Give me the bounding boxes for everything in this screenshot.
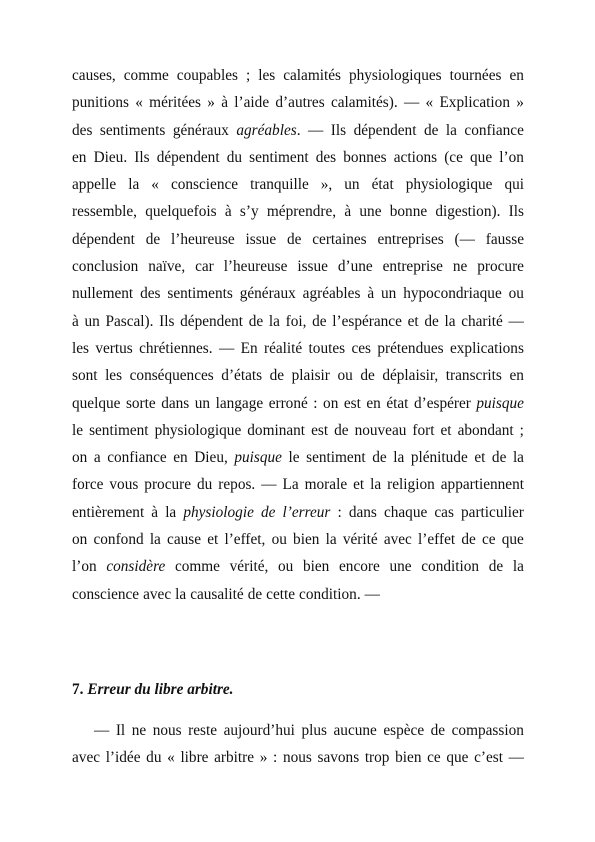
word: sentiment	[306, 449, 366, 467]
text-line	[72, 171, 524, 198]
word: nouveau	[354, 421, 407, 439]
word: physiologie	[183, 503, 254, 521]
word: chrétiennes.	[139, 339, 213, 357]
word: vérité	[342, 531, 378, 549]
word: ou	[337, 367, 353, 385]
word: l’heureuse	[223, 258, 288, 276]
word: ;	[245, 67, 251, 84]
word: conscience	[72, 585, 140, 603]
word: «	[167, 749, 175, 767]
word: confiance	[464, 121, 524, 139]
text-line	[72, 62, 524, 89]
word: plénitude	[410, 449, 468, 467]
word: est	[311, 421, 329, 439]
word: bien	[395, 749, 422, 767]
word: un	[84, 312, 100, 330]
word: des	[72, 121, 93, 139]
word: comme	[123, 67, 169, 84]
word: puisque	[234, 449, 282, 467]
word: comme	[174, 558, 220, 576]
word: vous	[109, 476, 139, 494]
word: prétendues	[377, 339, 444, 357]
word: :	[337, 503, 342, 521]
word: d’états	[221, 367, 263, 385]
word: s’y	[239, 203, 259, 221]
word: l’aide	[234, 94, 270, 112]
word: Ils	[134, 148, 150, 166]
word: Pascal).	[105, 312, 154, 330]
word: agréables	[302, 285, 361, 303]
word: entreprises	[377, 230, 444, 248]
section-heading	[72, 676, 234, 703]
word: sont	[72, 367, 98, 385]
word: certaines	[312, 230, 367, 248]
word: état	[386, 394, 409, 412]
word: Il	[115, 722, 126, 739]
word: à	[224, 203, 232, 221]
word: (—	[454, 230, 475, 248]
word: en	[509, 67, 524, 84]
word: de	[424, 312, 439, 330]
word: du	[146, 749, 162, 767]
word: aujourd’hui	[223, 722, 295, 739]
text-line	[72, 308, 524, 335]
word: l’heureuse	[170, 230, 235, 248]
word: bonnes	[343, 148, 387, 166]
word: —	[261, 476, 277, 494]
text-line	[72, 417, 524, 444]
word: qui	[504, 176, 524, 194]
word: car	[195, 258, 214, 276]
word: dominant	[247, 421, 306, 439]
word: déplaisir,	[382, 367, 439, 385]
word: en	[509, 367, 524, 385]
word: confond	[93, 531, 144, 549]
paragraph-1	[72, 62, 524, 608]
word: conséquences	[129, 367, 214, 385]
word: reste	[188, 722, 218, 739]
text-line	[72, 144, 524, 171]
word: charité	[461, 312, 503, 330]
word: calamités).	[330, 94, 398, 112]
word: une	[359, 203, 382, 221]
word: avec	[72, 749, 101, 767]
word: la	[370, 476, 382, 494]
word: de	[312, 312, 327, 330]
word: entreprise	[382, 258, 443, 276]
word: force	[72, 476, 104, 494]
word: encore	[339, 558, 380, 576]
word: que	[470, 148, 493, 166]
word: actions	[393, 148, 438, 166]
word: et	[474, 449, 486, 467]
word: punitions	[72, 94, 129, 112]
word: toutes	[308, 339, 346, 357]
word: tranquille	[250, 176, 309, 194]
word: sorte	[125, 394, 156, 412]
word: cause	[167, 531, 202, 549]
word: foi,	[285, 312, 307, 330]
word: a	[93, 449, 101, 467]
word: l’espérance	[332, 312, 402, 330]
word: d’une	[337, 258, 373, 276]
word: espèce	[383, 722, 425, 739]
word: cas	[434, 503, 454, 521]
word: agréables.	[236, 121, 301, 139]
word: de	[286, 230, 302, 248]
text-line	[72, 499, 524, 526]
word: de	[372, 449, 387, 467]
word: —	[364, 585, 380, 603]
word: causes,	[72, 67, 116, 84]
word: à	[344, 203, 352, 221]
word: vertus	[95, 339, 133, 357]
word: Ils	[508, 203, 524, 221]
word: nullement	[72, 285, 134, 303]
word: condition.	[299, 585, 361, 603]
word: langage	[215, 394, 264, 412]
word: Ils	[159, 312, 175, 330]
word: puisque	[476, 394, 524, 412]
word: —	[94, 722, 110, 739]
word: bien	[293, 531, 320, 549]
word: coupables	[176, 67, 238, 84]
word: les	[258, 67, 276, 84]
word: «	[425, 94, 434, 112]
word: est	[343, 394, 361, 412]
word: de	[488, 558, 504, 576]
word: plaisir	[291, 367, 330, 385]
text-line	[72, 253, 524, 280]
word: erroné	[268, 394, 308, 412]
word: »,	[320, 176, 333, 194]
word: compassion	[451, 722, 524, 739]
word: quelque	[72, 394, 121, 412]
word: En	[240, 339, 258, 357]
word: la	[393, 449, 405, 467]
word: dépendent	[72, 230, 135, 248]
word: la	[445, 121, 457, 139]
word: nous	[152, 722, 182, 739]
word: un	[381, 285, 397, 303]
word: appelle	[72, 176, 117, 194]
word: tournées	[449, 67, 502, 84]
text-line	[72, 117, 524, 144]
word: de	[461, 531, 476, 549]
word: sentiment	[249, 148, 309, 166]
word: d’autres	[275, 94, 325, 112]
word: dans	[161, 394, 190, 412]
word: :	[273, 749, 278, 767]
word: de	[260, 503, 276, 521]
word: Explication	[439, 94, 510, 112]
word: à	[72, 312, 79, 330]
word: arbitre	[214, 749, 255, 767]
word: calamités	[283, 67, 341, 84]
word: conclusion	[72, 258, 139, 276]
word: appartiennent	[440, 476, 524, 494]
word: en	[366, 394, 381, 412]
word: confiance	[107, 449, 167, 467]
word: de	[491, 449, 507, 467]
word: avec	[383, 531, 412, 549]
word: :	[313, 394, 318, 412]
word: l’effet,	[224, 531, 266, 549]
word: du	[197, 476, 213, 494]
word: transcrits	[445, 367, 502, 385]
word: et	[440, 421, 452, 439]
word: »	[207, 94, 215, 112]
word: naïve,	[148, 258, 186, 276]
text-line	[72, 198, 524, 225]
word: »	[259, 749, 268, 767]
word: de	[334, 421, 349, 439]
word: on	[323, 394, 339, 412]
word: à	[221, 94, 229, 112]
word: de	[360, 367, 375, 385]
word: plus	[301, 722, 327, 739]
text-line	[72, 744, 524, 771]
word: »	[516, 94, 524, 112]
word: condition	[421, 558, 480, 576]
word: ce	[481, 531, 496, 549]
text-line	[72, 390, 524, 417]
word: causalité	[190, 585, 244, 603]
word: —	[308, 121, 324, 139]
word: les	[105, 367, 123, 385]
section-number: 7.	[72, 681, 84, 698]
text-line	[72, 362, 524, 389]
word: le	[288, 449, 300, 467]
word: dans	[348, 503, 377, 521]
word: abondant	[457, 421, 514, 439]
word: du	[226, 148, 242, 166]
word: la	[512, 558, 524, 576]
word: de	[247, 585, 263, 603]
word: nous	[282, 749, 312, 767]
word: aucune	[333, 722, 377, 739]
word: ne	[131, 722, 147, 739]
text-line	[72, 89, 524, 116]
word: procure	[144, 476, 192, 494]
word: en	[72, 148, 87, 166]
word: fort	[412, 421, 435, 439]
section-title: Erreur du libre arbitre.	[87, 681, 234, 698]
word: bonne	[389, 203, 428, 221]
word: on	[72, 531, 88, 549]
word: —	[218, 339, 235, 357]
text-line	[72, 226, 524, 253]
word: des	[140, 285, 161, 303]
word: sentiment	[89, 421, 149, 439]
word: ce	[427, 749, 441, 767]
word: «	[135, 94, 143, 112]
word: en	[173, 449, 188, 467]
word: savons	[317, 749, 360, 767]
text-line	[72, 553, 524, 580]
word: et	[207, 531, 219, 549]
word: la	[175, 585, 187, 603]
word: ou	[278, 558, 294, 576]
word: repos.	[218, 476, 256, 494]
word: La	[282, 476, 299, 494]
word: que	[446, 749, 469, 767]
word: à	[151, 503, 159, 521]
word: que	[501, 531, 524, 549]
word: digestion).	[435, 203, 501, 221]
word: le	[72, 421, 84, 439]
text-line	[72, 335, 524, 362]
word: entièrement	[72, 503, 145, 521]
word: considère	[106, 558, 166, 576]
word: la	[128, 176, 140, 194]
word: issue	[245, 230, 277, 248]
word: un	[194, 394, 211, 412]
word: «	[151, 176, 159, 194]
word: ou	[508, 285, 524, 303]
word: religion	[387, 476, 435, 494]
word: de	[145, 230, 161, 248]
word: dépendent	[353, 121, 417, 139]
word: on	[72, 449, 88, 467]
word: l’on	[499, 148, 524, 166]
word: conscience	[170, 176, 239, 194]
word: un	[344, 176, 360, 194]
text-line	[72, 444, 524, 471]
word: issue	[297, 258, 328, 276]
word: particulier	[461, 503, 524, 521]
word: physiologiques	[348, 67, 442, 84]
word: morale	[304, 476, 348, 494]
word: hypocondriaque	[403, 285, 502, 303]
word: dépendent	[180, 312, 244, 330]
word: ces	[351, 339, 371, 357]
word: —	[403, 94, 420, 112]
word: Dieu,	[194, 449, 228, 467]
word: et	[407, 312, 419, 330]
word: généraux	[172, 121, 229, 139]
word: sentiments	[167, 285, 233, 303]
word: de	[423, 121, 439, 139]
word: libre	[180, 749, 209, 767]
word: réalité	[263, 339, 303, 357]
word: de	[248, 312, 264, 330]
word: généraux	[239, 285, 296, 303]
word: et	[353, 476, 365, 494]
word: état	[371, 176, 394, 194]
word: vérité,	[229, 558, 269, 576]
text-line	[72, 581, 524, 608]
word: chaque	[383, 503, 428, 521]
word: à	[367, 285, 375, 303]
word: dépendent	[156, 148, 220, 166]
word: fausse	[485, 230, 524, 248]
word: c’est	[474, 749, 504, 767]
word: de	[269, 367, 285, 385]
word: bien	[302, 558, 330, 576]
word: cette	[266, 585, 296, 603]
word: de	[430, 722, 446, 739]
text-line	[72, 526, 524, 553]
word: procure	[477, 258, 524, 276]
word: l’effet	[418, 531, 456, 549]
word: des	[315, 148, 337, 166]
word: trop	[364, 749, 390, 767]
word: l’erreur	[282, 503, 331, 521]
word: la	[149, 531, 161, 549]
word: sentiments	[99, 121, 166, 139]
word: physiologique	[154, 421, 242, 439]
text-line	[72, 280, 524, 307]
text-line	[72, 717, 524, 744]
word: Dieu.	[93, 148, 128, 166]
word: explications	[449, 339, 524, 357]
word: une	[389, 558, 412, 576]
word: (ce	[444, 148, 463, 166]
word: Ils	[330, 121, 347, 139]
word: ou	[271, 531, 287, 549]
word: la	[325, 531, 337, 549]
word: méprendre,	[266, 203, 337, 221]
word: l’idée	[105, 749, 141, 767]
word: d’espérer	[413, 394, 471, 412]
word: la	[165, 503, 177, 521]
word: ne	[452, 258, 468, 276]
word: —	[508, 312, 524, 330]
paragraph-2	[72, 717, 524, 772]
text-line	[72, 471, 524, 498]
word: la	[268, 312, 280, 330]
word: avec	[143, 585, 172, 603]
word: physiologique	[405, 176, 493, 194]
word: la	[444, 312, 456, 330]
word: les	[72, 339, 89, 357]
word: ;	[519, 421, 524, 439]
word: —	[508, 749, 524, 767]
word: méritées	[149, 94, 201, 112]
word: la	[512, 449, 524, 467]
word: ressemble,	[72, 203, 137, 221]
word: l’on	[72, 558, 97, 576]
word: quelquefois	[145, 203, 217, 221]
